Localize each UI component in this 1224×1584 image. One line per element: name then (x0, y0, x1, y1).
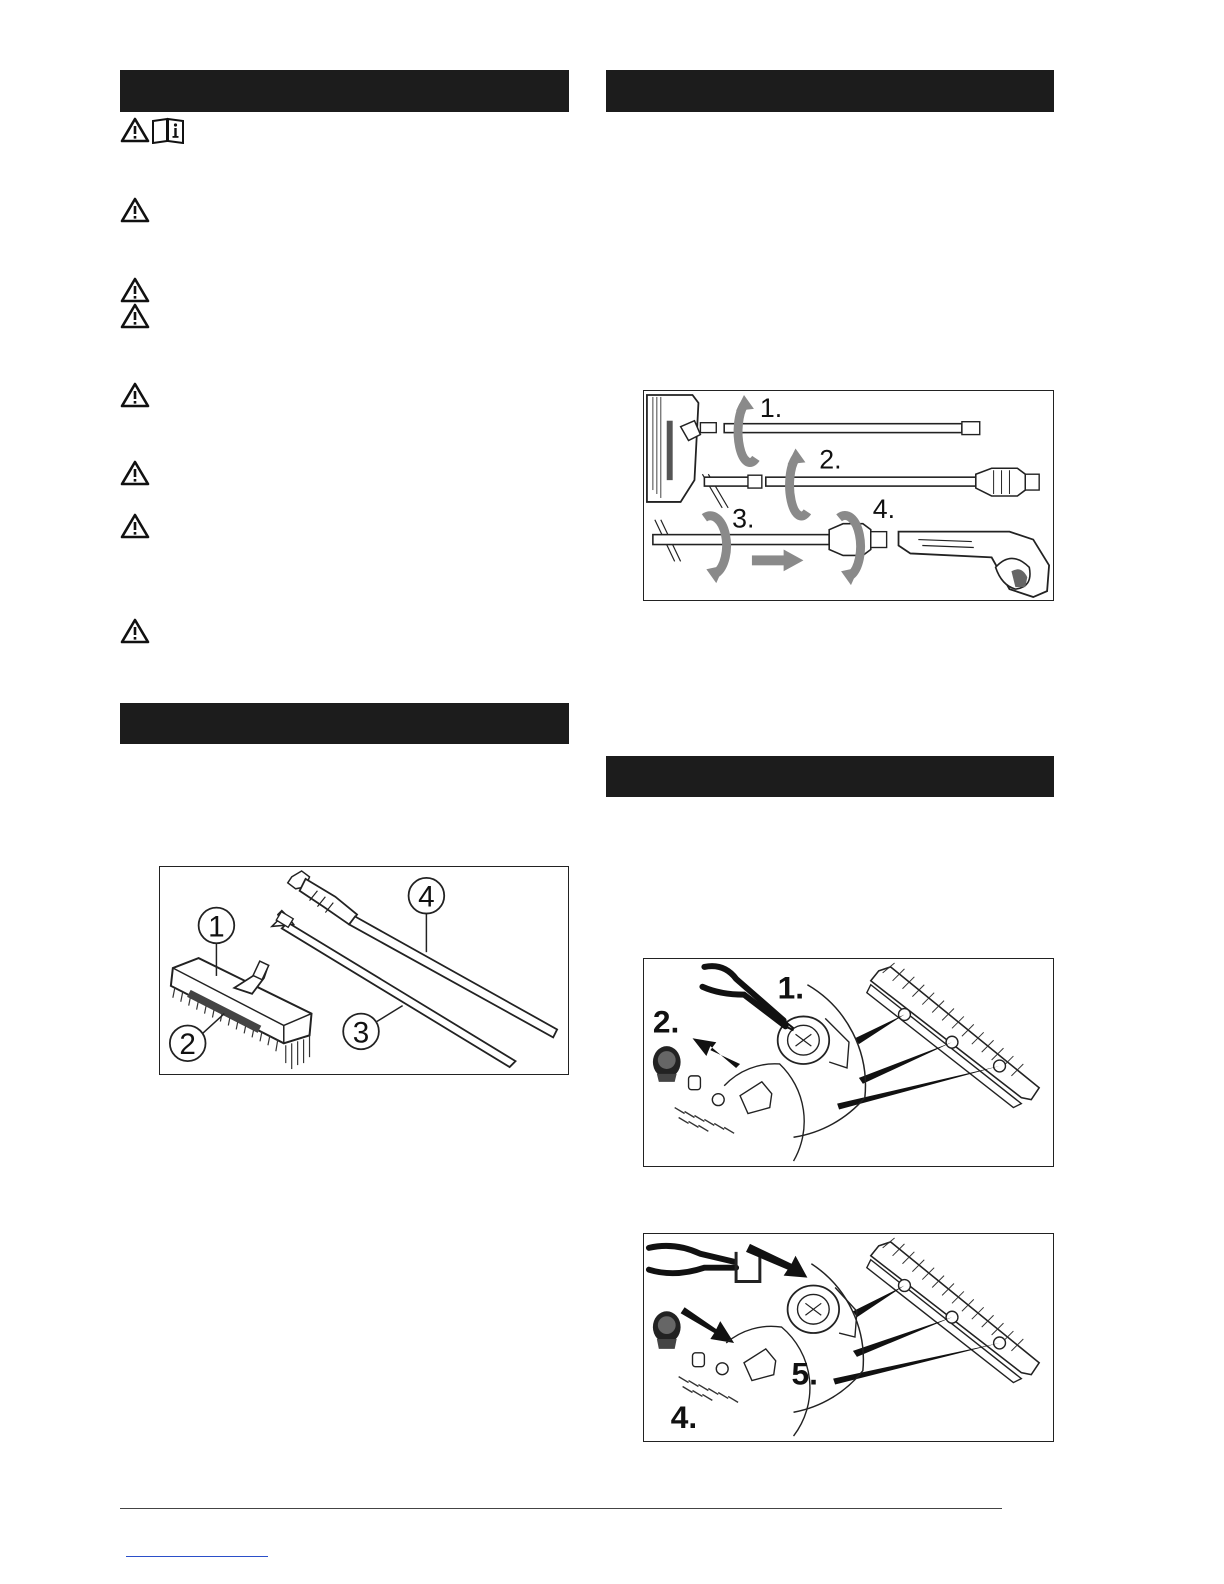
assembly-step-3-label: 3. (732, 503, 755, 534)
parts-overview-figure (159, 866, 569, 1075)
warning-icon (120, 459, 150, 487)
nozzle-step-2-label: 2. (652, 1003, 680, 1040)
footer-rule (120, 1508, 1002, 1509)
nozzle-removal-figure (643, 958, 1054, 1167)
section-header-bar-right-middle (606, 756, 1054, 797)
parts-overview-drawing (160, 867, 568, 1074)
assembly-step-4-label: 4. (872, 493, 896, 524)
rotate-arrow-icon (736, 395, 754, 411)
tube-row-2 (766, 477, 976, 486)
warning-icon (120, 617, 150, 645)
assembly-step-2-label: 2. (819, 444, 842, 475)
spray-gun-illustration (899, 532, 1050, 597)
section-header-bar-left-top (120, 70, 569, 112)
section-header-bar-right-top (606, 70, 1054, 112)
pliers-icon (649, 1246, 736, 1273)
section-header-bar-left-middle (120, 703, 569, 744)
brush-head-underside-illustration (867, 1238, 1039, 1383)
nozzle-step-4-label: 4. (670, 1399, 698, 1436)
nozzle-removal-drawing (644, 959, 1053, 1166)
callout-4-label: 4 (418, 880, 435, 914)
nozzle-parts-illustration (653, 1311, 776, 1402)
nozzle-closeup-illustration (788, 1286, 857, 1338)
rotate-arrow-icon (788, 448, 806, 464)
assembly-step-1-label: 1. (759, 392, 783, 423)
brush-head-underside-illustration (867, 963, 1039, 1108)
nozzle-insertion-drawing (644, 1234, 1053, 1441)
push-arrow-icon (784, 549, 804, 571)
warning-icon (120, 512, 150, 540)
footer-link-underline[interactable] (126, 1556, 268, 1557)
nozzle-step-1-label: 1. (777, 969, 805, 1006)
assembly-steps-drawing (644, 391, 1053, 600)
warning-icon (120, 381, 150, 409)
arrow-icon (693, 1038, 741, 1068)
callout-3-label: 3 (352, 1016, 370, 1050)
retaining-clip-icon (736, 1252, 760, 1282)
arrow-icon (746, 1244, 807, 1278)
tube-row-3 (653, 535, 829, 545)
tube-row-1 (724, 424, 962, 433)
warning-icon (120, 302, 150, 330)
arrow-icon (681, 1307, 734, 1343)
callout-1-label: 1 (208, 910, 225, 944)
warning-icon (120, 116, 150, 144)
callout-2-label: 2 (179, 1028, 196, 1062)
nozzle-insertion-figure (643, 1233, 1054, 1442)
warning-icon (120, 276, 150, 304)
manual-info-icon (151, 116, 185, 144)
nozzle-step-5-label: 5. (791, 1355, 818, 1392)
warning-icon (120, 196, 150, 224)
assembly-steps-figure (643, 390, 1054, 601)
